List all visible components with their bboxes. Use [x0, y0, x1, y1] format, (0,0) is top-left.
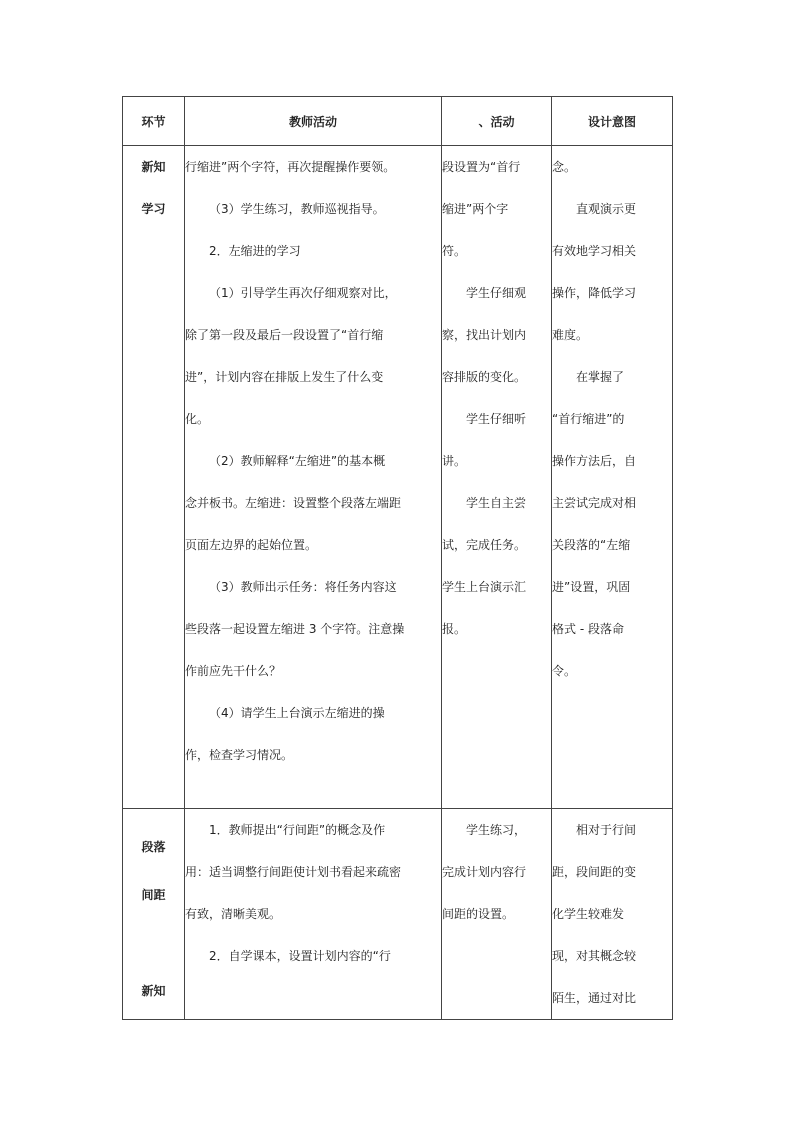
text-line: 相对于行间 — [576, 823, 637, 837]
student-activity-cell — [442, 809, 552, 1020]
text-line: 化。 — [185, 412, 210, 426]
text-line: 页面左边界的起始位置。 — [185, 538, 318, 552]
text-line: 现，对其概念较 — [552, 949, 637, 963]
text-line: 距，段间距的变 — [552, 865, 637, 879]
teacher-activity-cell — [185, 146, 442, 809]
text-line: 2．左缩进的学习 — [209, 244, 301, 258]
text-line: 讲。 — [442, 454, 467, 468]
text-line: 符。 — [442, 244, 467, 258]
text-line: 行缩进”两个字符，再次提醒操作要领。 — [185, 160, 396, 174]
text-line: 间距的设置。 — [442, 907, 515, 921]
text-line: 作前应先干什么？ — [185, 664, 282, 678]
text-line: 作，检查学习情况。 — [185, 748, 294, 762]
text-line: “首行缩进”的 — [552, 412, 625, 426]
teacher-activity-cell — [185, 809, 442, 1020]
text-line: 容排版的变化。 — [442, 370, 527, 384]
text-line: （3）教师出示任务：将任务内容这 — [209, 580, 397, 594]
text-line: 格式 - 段落命 — [552, 622, 624, 636]
header-stage: 环节 — [123, 97, 185, 146]
text-line: （2）教师解释“左缩进”的基本概 — [209, 454, 386, 468]
student-activity-cell — [442, 146, 552, 809]
text-line: 些段落一起设置左缩进 3 个字符。注意操 — [185, 622, 405, 636]
text-line: 2．自学课本，设置计划内容的“行 — [209, 949, 391, 963]
text-line: 关段落的“左缩 — [552, 538, 631, 552]
text-line: 主尝试完成对相 — [552, 496, 637, 510]
stage-label: 新知 — [141, 160, 166, 174]
text-line: 难度。 — [552, 328, 589, 342]
text-line: 试，完成任务。 — [442, 538, 527, 552]
text-line: 操作，降低学习 — [552, 286, 637, 300]
text-line: 除了第一段及最后一段设置了“首行缩 — [185, 328, 384, 342]
text-line: 有致，清晰美观。 — [185, 907, 282, 921]
text-line: 用：适当调整行间距使计划书看起来疏密 — [185, 865, 402, 879]
table-row — [123, 146, 673, 809]
text-line: 察，找出计划内 — [442, 328, 527, 342]
table-header-row — [123, 97, 673, 146]
text-line: 念。 — [552, 160, 577, 174]
design-intent-cell — [552, 809, 673, 1020]
text-line: （3）学生练习，教师巡视指导。 — [209, 202, 385, 216]
table-row — [123, 809, 673, 1020]
design-intent-cell — [552, 146, 673, 809]
text-line: 操作方法后，自 — [552, 454, 637, 468]
text-line: 陌生，通过对比 — [552, 991, 637, 1005]
text-line: 化学生较难发 — [552, 907, 625, 921]
text-line: 1．教师提出“行间距”的概念及作 — [209, 823, 386, 837]
text-line: 缩进”两个字 — [442, 202, 509, 216]
text-line: 完成计划内容行 — [442, 865, 527, 879]
text-line: 直观演示更 — [576, 202, 637, 216]
text-line: 学生自主尝 — [466, 496, 527, 510]
header-student-activity: 、活动 — [442, 97, 552, 146]
stage-cell — [123, 809, 185, 1020]
stage-label: 间距 — [141, 888, 166, 902]
header-design-intent: 设计意图 — [552, 97, 673, 146]
text-line: 念并板书。左缩进：设置整个段落左端距 — [185, 496, 402, 510]
text-line: 学生仔细观 — [466, 286, 527, 300]
text-line: （4）请学生上台演示左缩进的操 — [209, 706, 385, 720]
text-line: （1）引导学生再次仔细观察对比， — [209, 286, 397, 300]
text-line: 报。 — [442, 622, 467, 636]
text-line: 有效地学习相关 — [552, 244, 637, 258]
text-line: 学生上台演示汇 — [442, 580, 527, 594]
stage-label: 新知 — [141, 984, 166, 998]
text-line: 进”，计划内容在排版上发生了什么变 — [185, 370, 384, 384]
text-line: 在掌握了 — [576, 370, 625, 384]
header-teacher-activity: 教师活动 — [185, 97, 442, 146]
stage-label: 学习 — [141, 202, 166, 216]
stage-cell — [123, 146, 185, 809]
text-line: 学生仔细听 — [466, 412, 527, 426]
lesson-plan-table — [122, 96, 673, 1020]
text-line: 学生练习， — [466, 823, 527, 837]
stage-label: 段落 — [141, 840, 166, 854]
text-line: 令。 — [552, 664, 577, 678]
text-line: 段设置为“首行 — [442, 160, 521, 174]
text-line: 进”设置，巩固 — [552, 580, 631, 594]
